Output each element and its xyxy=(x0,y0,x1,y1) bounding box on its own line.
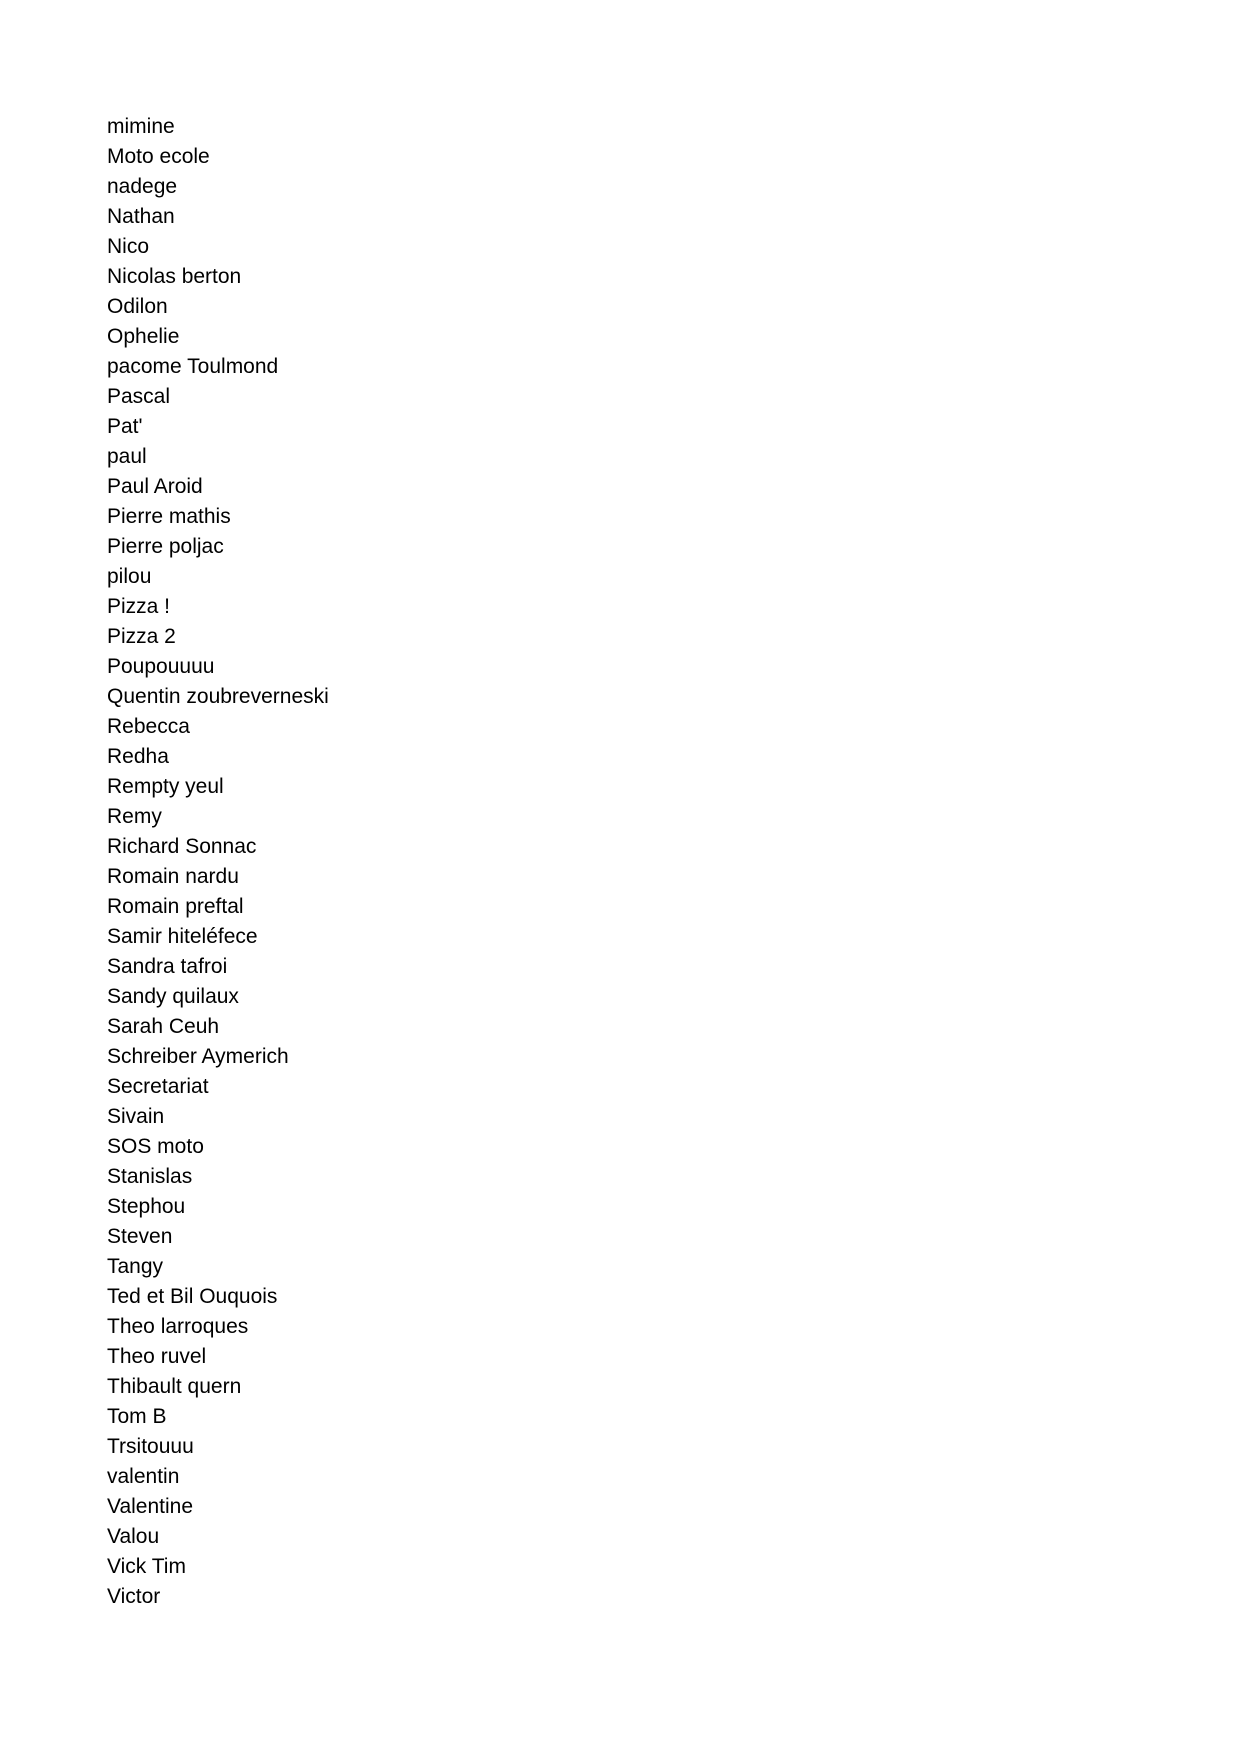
list-item: Steven xyxy=(107,1225,173,1248)
list-item: Sivain xyxy=(107,1105,165,1128)
list-item: Redha xyxy=(107,745,169,768)
list-item: Sarah Ceuh xyxy=(107,1015,220,1038)
list-item: paul xyxy=(107,445,147,468)
name-list xyxy=(107,112,329,1612)
list-item: Theo larroques xyxy=(107,1315,249,1338)
list-item: Nathan xyxy=(107,205,175,228)
list-item: Ted et Bil Ouquois xyxy=(107,1285,278,1308)
list-item: Valentine xyxy=(107,1495,194,1518)
list-item: valentin xyxy=(107,1465,180,1488)
list-item: Sandy quilaux xyxy=(107,985,239,1008)
list-item: Paul Aroid xyxy=(107,475,203,498)
list-item: Moto ecole xyxy=(107,145,210,168)
list-item: Stanislas xyxy=(107,1165,193,1188)
list-item: Pat' xyxy=(107,415,143,438)
list-item: pilou xyxy=(107,565,152,588)
list-item: Richard Sonnac xyxy=(107,835,257,858)
list-item: Pizza ! xyxy=(107,595,171,618)
list-item: Valou xyxy=(107,1525,160,1548)
list-item: Pizza 2 xyxy=(107,625,176,648)
list-item: Romain preftal xyxy=(107,895,244,918)
list-item: Rebecca xyxy=(107,715,190,738)
list-item: Pierre mathis xyxy=(107,505,231,528)
list-item: SOS moto xyxy=(107,1135,204,1158)
list-item: Victor xyxy=(107,1585,161,1608)
list-item: pacome Toulmond xyxy=(107,355,279,378)
list-item: Romain nardu xyxy=(107,865,239,888)
list-item: Stephou xyxy=(107,1195,186,1218)
list-item: Thibault quern xyxy=(107,1375,242,1398)
list-item: Trsitouuu xyxy=(107,1435,194,1458)
list-item: Tangy xyxy=(107,1255,164,1278)
list-item: Odilon xyxy=(107,295,168,318)
list-item: Schreiber Aymerich xyxy=(107,1045,289,1068)
list-item: nadege xyxy=(107,175,178,198)
list-item: Vick Tim xyxy=(107,1555,186,1578)
list-item: Nico xyxy=(107,235,150,258)
list-item: Secretariat xyxy=(107,1075,209,1098)
list-item: Rempty yeul xyxy=(107,775,224,798)
list-item: Samir hiteléfece xyxy=(107,925,258,948)
list-item: Ophelie xyxy=(107,325,180,348)
list-item: Pierre poljac xyxy=(107,535,224,558)
list-item: Remy xyxy=(107,805,162,828)
list-item: Theo ruvel xyxy=(107,1345,207,1368)
list-item: mimine xyxy=(107,115,175,138)
list-item: Nicolas berton xyxy=(107,265,242,288)
list-item: Tom B xyxy=(107,1405,167,1428)
list-item: Pascal xyxy=(107,385,171,408)
list-item: Quentin zoubreverneski xyxy=(107,685,329,708)
list-item: Sandra tafroi xyxy=(107,955,228,978)
list-item: Poupouuuu xyxy=(107,655,215,678)
